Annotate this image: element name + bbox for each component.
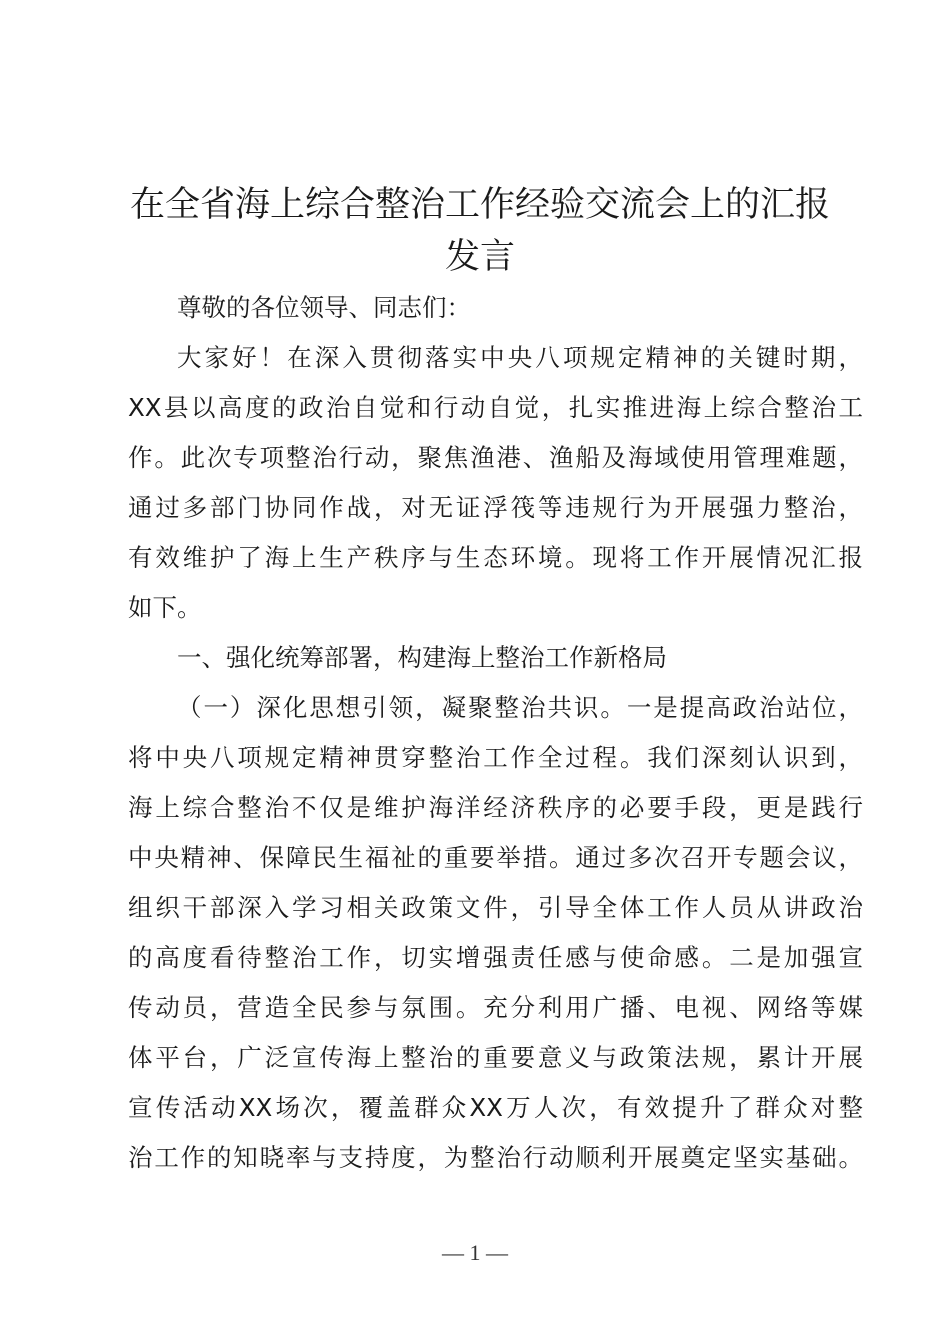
paragraph-line: 中央精神、保障民生福祉的重要举措。通过多次召开专题会议，: [128, 843, 863, 872]
document-body: [128, 283, 863, 1183]
paragraph-line: 有效维护了海上生产秩序与生态环境。现将工作开展情况汇报: [128, 543, 863, 572]
paragraph-line: XX县以高度的政治自觉和行动自觉，扎实推进海上综合整治工: [128, 393, 863, 422]
paragraph-line: 作。此次专项整治行动，聚焦渔港、渔船及海域使用管理难题，: [128, 443, 863, 472]
paragraph-line: 将中央八项规定精神贯穿整治工作全过程。我们深刻认识到，: [128, 743, 863, 772]
paragraph-line: 的高度看待整治工作，切实增强责任感与使命感。二是加强宣: [128, 943, 863, 972]
page-number: — 1 —: [442, 1240, 508, 1265]
paragraph-line: 海上综合整治不仅是维护海洋经济秩序的必要手段，更是践行: [128, 793, 863, 822]
paragraph-line: 宣传活动XX场次，覆盖群众XX万人次，有效提升了群众对整: [128, 1093, 863, 1122]
paragraph-line: 大家好！在深入贯彻落实中央八项规定精神的关键时期，: [177, 343, 863, 372]
paragraph-line: （一）深化思想引领，凝聚整治共识。一是提高政治站位，: [177, 693, 863, 722]
document-title-line-1: 在全省海上综合整治工作经验交流会上的汇报: [129, 185, 830, 225]
section-heading: 一、强化统筹部署，构建海上整治工作新格局: [177, 643, 667, 672]
salutation: 尊敬的各位领导、同志们：: [177, 293, 471, 322]
document-title-line-2: 发言: [444, 237, 515, 277]
paragraph-line: 治工作的知晓率与支持度，为整治行动顺利开展奠定坚实基础。: [128, 1143, 863, 1172]
paragraph-line: 组织干部深入学习相关政策文件，引导全体工作人员从讲政治: [128, 893, 863, 922]
paragraph-line: 传动员，营造全民参与氛围。充分利用广播、电视、网络等媒: [128, 993, 863, 1022]
paragraph-line: 通过多部门协同作战，对无证浮筏等违规行为开展强力整治，: [128, 493, 863, 522]
paragraph-line: 如下。: [128, 593, 202, 622]
paragraph-line: 体平台，广泛宣传海上整治的重要意义与政策法规，累计开展: [128, 1043, 863, 1072]
